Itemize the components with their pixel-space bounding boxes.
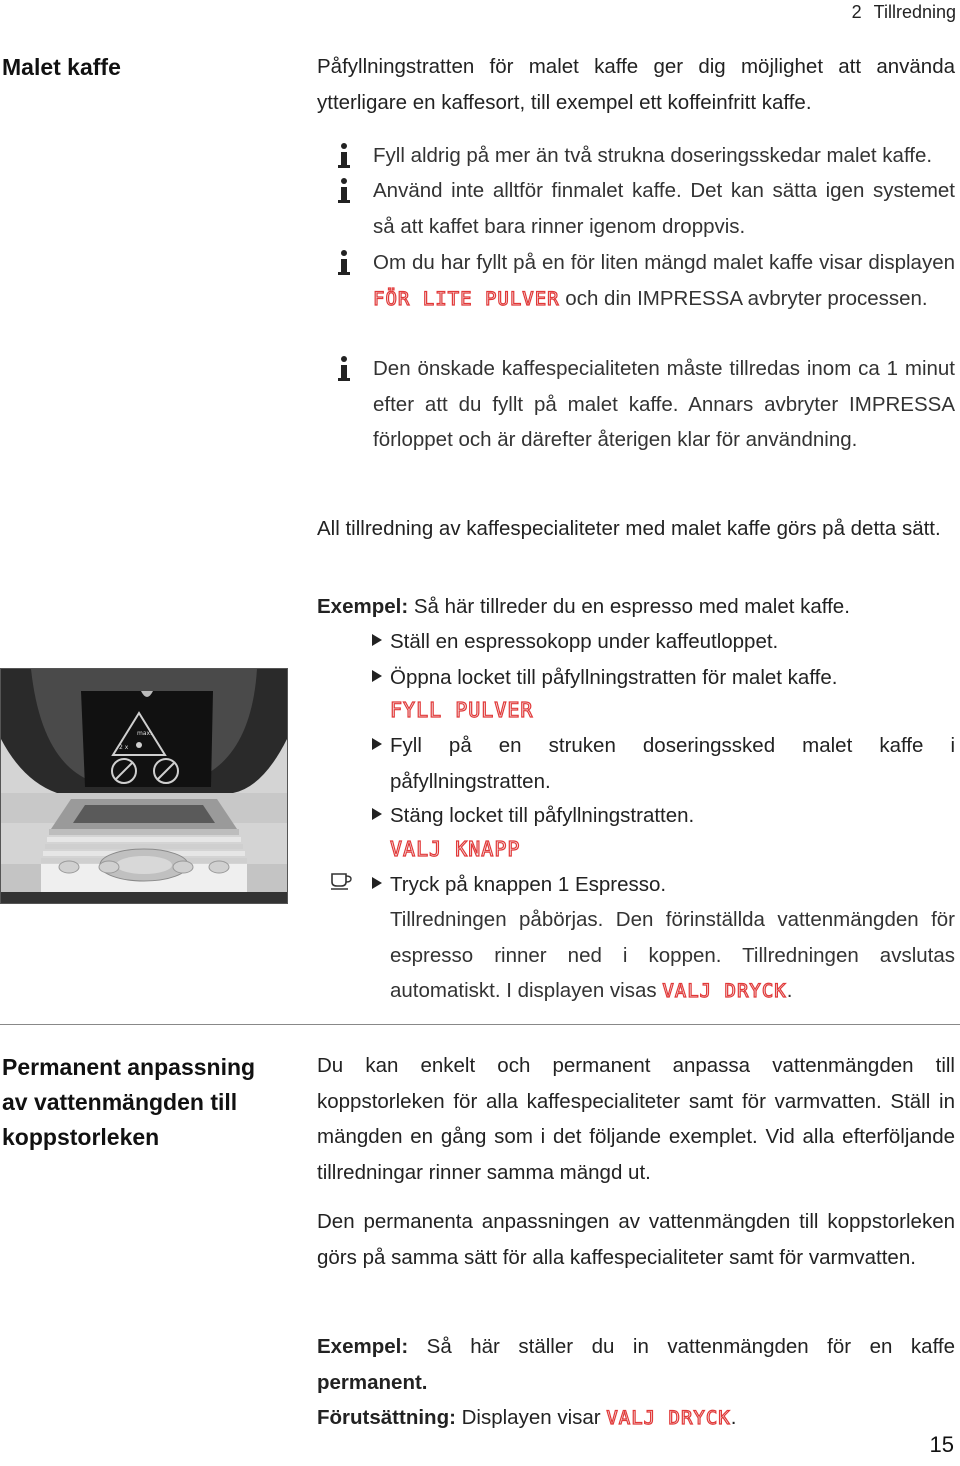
info-note [317,351,955,458]
example-label: Exempel: [317,1335,409,1358]
display-message-valj-dryck: VALJ DRYCK [662,980,787,1002]
section-title-malet-kaffe: Malet kaffe [2,54,121,80]
step-text: Öppna locket till påfyllningstratten för malet kaffe. [390,666,838,689]
example-bold-text: permanent. [317,1370,428,1394]
intro-paragraph: Påfyllningstratten för malet kaffe ger dig möjlighet att använda ytterligare en kaffesort, till exempel ett koffeinfritt kaffe. [317,55,955,114]
arrow-icon [372,877,382,889]
note-text: Den önskade kaffespecialiteten måste tillredas inom ca 1 minut efter att du fyllt på malet kaffe. Annars avbryter IMPRESSA förloppet och är därefter återigen klar för användning. [373,357,955,451]
note-text [373,245,955,317]
arrow-icon [372,738,382,750]
display-message-fyll-pulver: FYLL PULVER [390,698,534,722]
coffee-machine-illustration [0,668,288,904]
section2-paragraph-2: Den permanenta anpassningen av vattenmängden till koppstorleken görs på samma sätt för alla kaffespecialiteter samt för varmvatten. [317,1210,955,1269]
info-icon [335,355,353,383]
step-text: Tryck på knappen 1 Espresso. [390,873,667,896]
note-text: Fyll aldrig på mer än två strukna doseringsskedar malet kaffe. [373,144,933,167]
chapter-title: Tillredning [873,2,956,22]
example-label: Exempel: [317,595,409,618]
precondition-end: . [730,1406,737,1429]
info-note [317,138,955,174]
example-text: Så här tillreder du en espresso med malet kaffe. [408,595,850,618]
info-icon [335,142,353,170]
arrow-icon [372,808,382,820]
precondition-label: Förutsättning: [317,1406,456,1429]
step-item [372,728,955,799]
display-message-valj-knapp: VALJ KNAPP [390,837,521,861]
display-message-for-lite-pulver: FÖR LITE PULVER [373,287,560,310]
result-text: Tillredningen påbörjas. Den förinställda vattenmängden för espresso rinner ned i koppen. Tillredningen avslutas automatiskt. I displayen visas [390,908,955,1002]
info-note [317,173,955,244]
note-text-after: och din IMPRESSA avbryter processen. [559,286,928,310]
example-line [317,589,955,625]
all-tillredning-paragraph: All tillredning av kaffespecialiteter med malet kaffe görs på detta sätt. [317,517,941,540]
espresso-cup-icon [330,872,352,890]
example-text: Så här ställer du in vattenmängden för en kaffe [408,1335,955,1358]
note-text-before: Om du har fyllt på en för liten mängd malet kaffe visar displayen [373,251,955,274]
section2-example [317,1329,955,1400]
precondition-text: Displayen visar [455,1406,607,1429]
arrow-icon [372,634,382,646]
page-number: 15 [929,1432,954,1457]
step-text: Fyll på en struken doseringssked malet kaffe i påfyllningstratten. [390,734,955,793]
step-item [372,624,955,660]
step-item [372,798,955,834]
section-title-permanent-anpassning: Permanent anpassning av vattenmängden till koppstorleken [2,1054,256,1150]
note-text: Använd inte alltför finmalet kaffe. Det kan sätta igen systemet så att kaffet bara rinner igenom droppvis. [373,179,955,238]
figure-label-max: max. [137,730,152,737]
section-divider [0,1024,960,1025]
step-item [372,660,955,696]
result-paragraph [390,902,955,1010]
step-text: Ställ en espressokopp under kaffeutloppet. [390,630,779,653]
figure-label-2x: 2 x [119,744,129,751]
info-icon [335,249,353,277]
info-icon [335,177,353,205]
section2-paragraph-1: Du kan enkelt och permanent anpassa vattenmängden till koppstorleken för alla kaffespecialiteter samt för varmvatten. Ställ in mängden en gång som i det följande exemplet. Vid alla efterföljande tillredningar rinner samma mängd ut. [317,1054,955,1184]
step-text: Stäng locket till påfyllningstratten. [390,804,695,827]
step-item [372,867,955,903]
arrow-icon [372,670,382,682]
precondition-line [317,1400,955,1437]
display-message-valj-dryck: VALJ DRYCK [606,1407,731,1429]
chapter-number: 2 [851,2,862,22]
result-end: . [786,979,793,1002]
running-header [852,2,956,23]
info-note [317,245,955,317]
